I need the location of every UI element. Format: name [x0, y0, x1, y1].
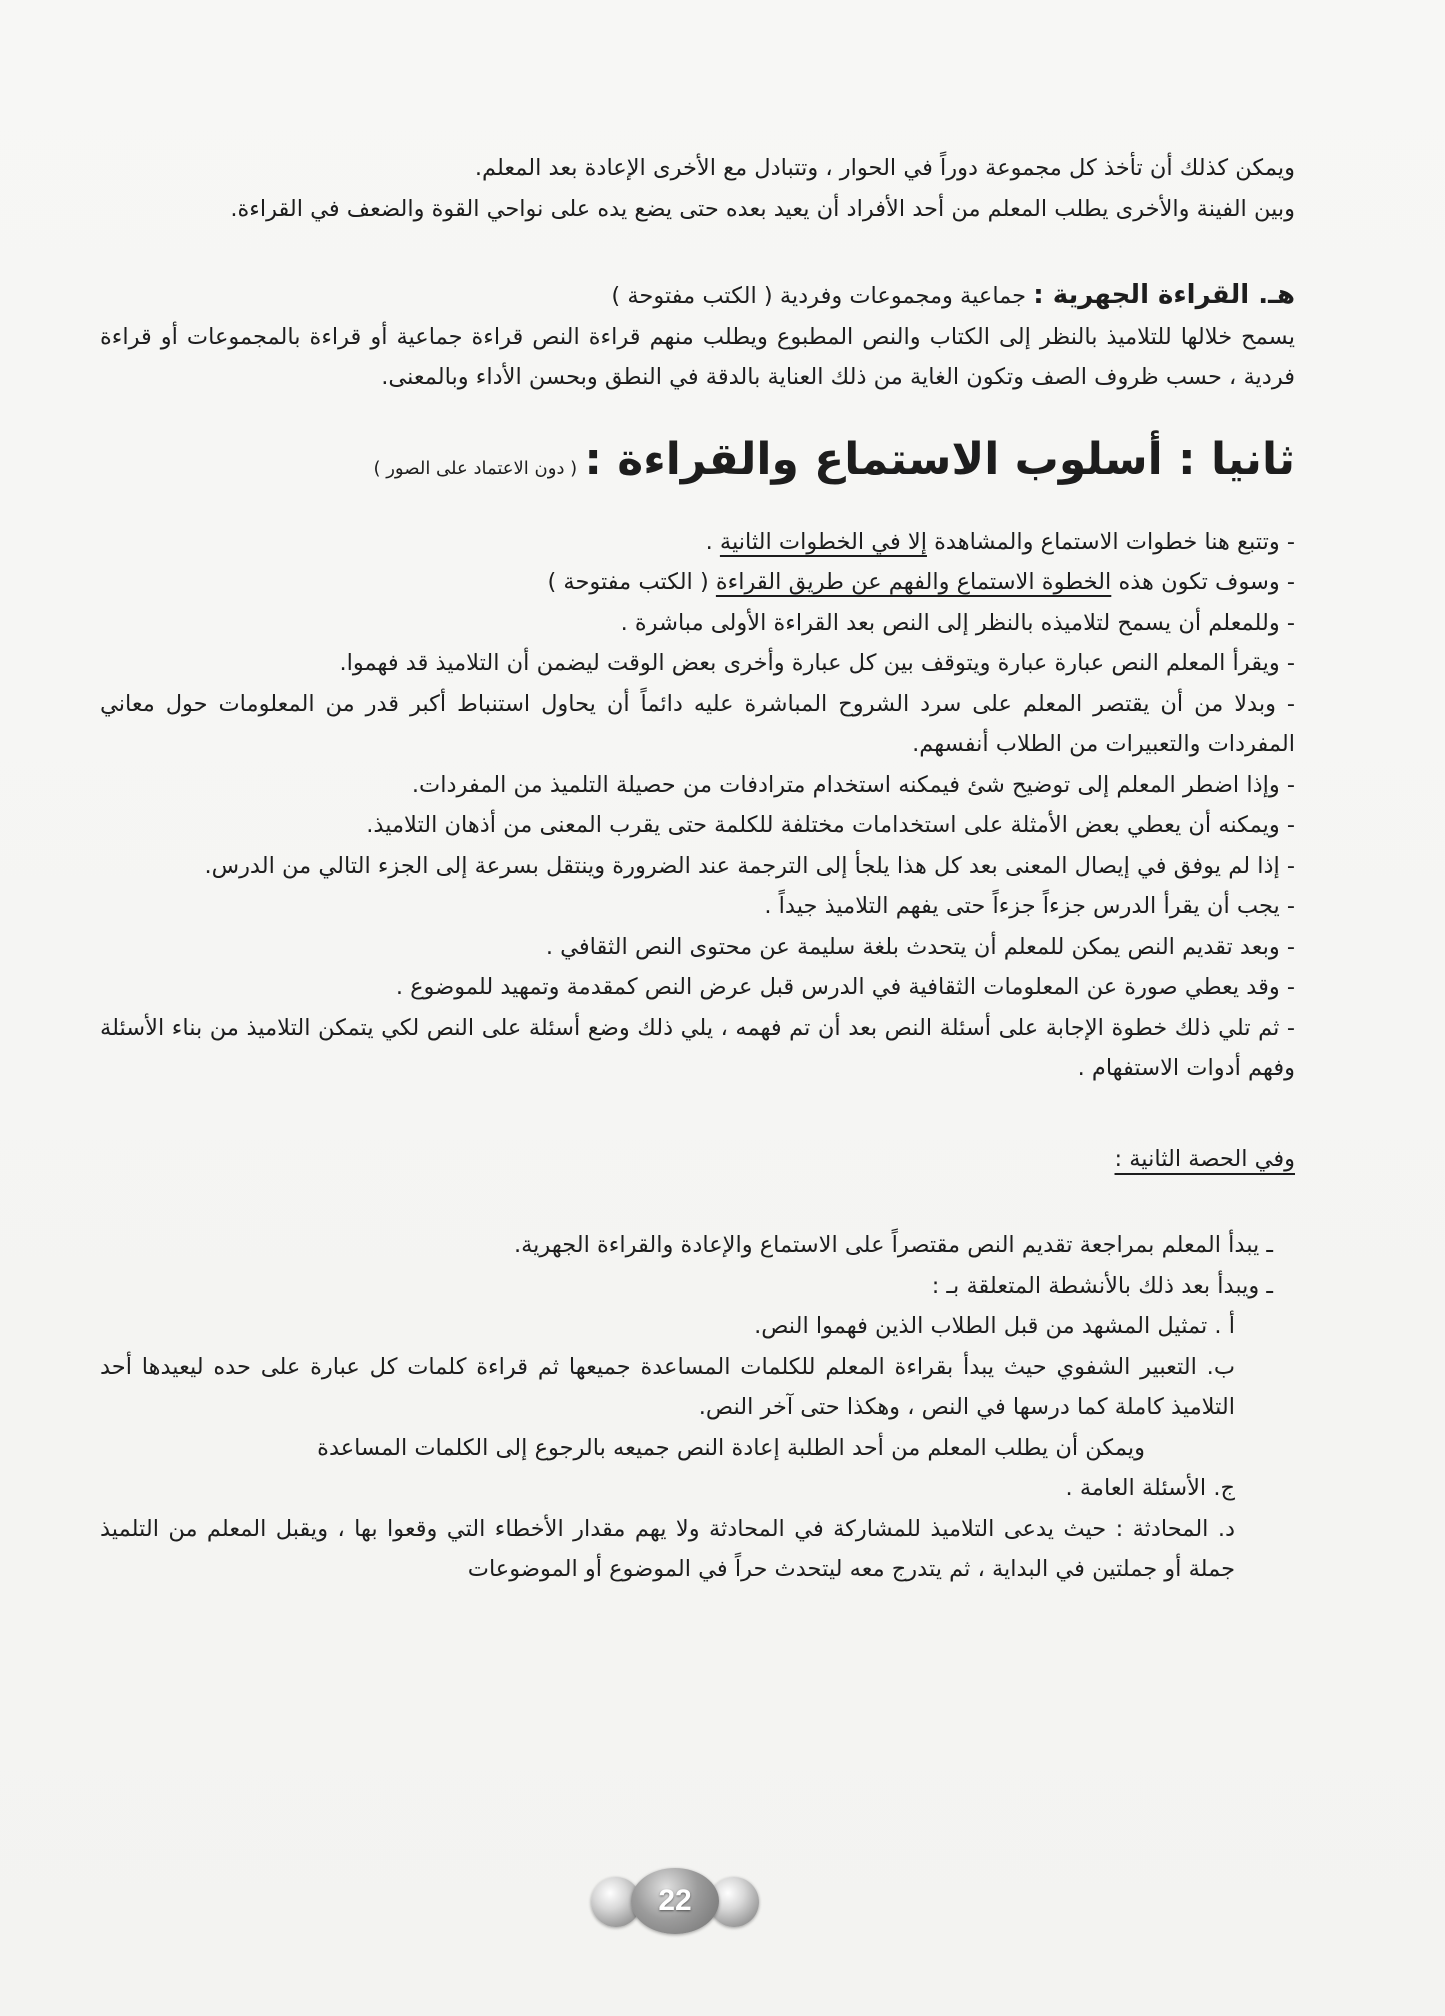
list-item: - وبعد تقديم النص يمكن للمعلم أن يتحدث بلغة سليمة عن محتوى النص الثقافي . [545, 933, 1295, 960]
spacer [100, 492, 1295, 522]
list-item: - إذا لم يوفق في إيصال المعنى بعد كل هذا يلجأ إلى الترجمة عند الضرورة وينتقل بسرعة إلى الجزء التالي من الدرس. [204, 852, 1295, 879]
second-period-item-b2: ويمكن أن يطلب المعلم من أحد الطلبة إعادة النص جميعه بالرجوع إلى الكلمات المساعدة [317, 1434, 1145, 1461]
second-period-item-c: ج. الأسئلة العامة . [1065, 1475, 1235, 1501]
intro-line-2: وبين الفينة والأخرى يطلب المعلم من أحد الأفراد أن يعيد بعده حتى يضع يده على نواحي القوة والضعف في القراءة. [230, 195, 1295, 222]
second-period-line-2: ـ ويبدأ بعد ذلك بالأنشطة المتعلقة بـ : [931, 1272, 1273, 1299]
page-number-badge [585, 1865, 765, 1935]
page-number: 22 [658, 1884, 692, 1917]
list-item: - ويقرأ المعلم النص عبارة عبارة ويتوقف بين كل عبارة وأخرى بعض الوقت ليضمن أن التلاميذ قد فهموا. [339, 650, 1295, 676]
intro-line-1: ويمكن كذلك أن تأخذ كل مجموعة دوراً في الحوار ، وتتبادل مع الأخرى الإعادة بعد المعلم. [474, 155, 1295, 181]
section-h-subtitle: جماعية ومجموعات وفردية ( الكتب مفتوحة ) [611, 283, 1027, 309]
second-period-item-a: أ . تمثيل المشهد من قبل الطلاب الذين فهموا النص. [754, 1313, 1235, 1339]
list-item: - وتتبع هنا خطوات الاستماع والمشاهدة إلا في الخطوات الثانية . [705, 528, 1295, 555]
section-h-heading [100, 275, 1295, 317]
section-2-list [100, 522, 1295, 1089]
spacer [100, 398, 1295, 428]
list-item: - وإذا اضطر المعلم إلى توضيح شئ فيمكنه استخدام مترادفات من حصيلة التلميذ من المفردات. [411, 771, 1295, 798]
section-2-title: ثانيا : أسلوب الاستماع والقراءة : [584, 433, 1295, 485]
section-2-note: ( دون الاعتماد على الصور ) [373, 457, 578, 479]
page-number-ball [631, 1868, 719, 1934]
second-period-title: وفي الحصة الثانية : [1114, 1145, 1295, 1172]
section-h-body: يسمح خلالها للتلاميذ بالنظر إلى الكتاب والنص المطبوع ويطلب منهم قراءة النص قراءة جماعية أو قراءة بالمجموعات أو قراءة فردية ، حسب ظروف الصف وتكون الغاية من ذلك العناية بالدقة في النطق وبحسن الأداء وبالمعنى. [100, 323, 1295, 390]
second-period-line-1: ـ يبدأ المعلم بمراجعة تقديم النص مقتصراً على الاستماع والإعادة والقراءة الجهرية. [513, 1232, 1273, 1258]
section-h-label: هـ. القراءة الجهرية : [1033, 280, 1295, 310]
list-item: - وللمعلم أن يسمح لتلاميذه بالنظر إلى النص بعد القراءة الأولى مباشرة . [620, 609, 1295, 636]
list-item: - ثم تلي ذلك خطوة الإجابة على أسئلة النص بعد أن تم فهمه ، يلي ذلك وضع أسئلة على النص لكي يتمكن التلاميذ من بناء الأسئلة وفهم أدوات الاستفهام . [100, 1014, 1295, 1081]
list-item: - وقد يعطي صورة عن المعلومات الثقافية في الدرس قبل عرض النص كمقدمة وتمهيد للموضوع . [395, 974, 1295, 1000]
second-period-item-d: د. المحادثة : حيث يدعى التلاميذ للمشاركة في المحادثة ولا يهم مقدار الأخطاء التي وقعوا بها ، ويقبل المعلم من التلميذ جملة أو جملتين في البداية ، ثم يتدرج معه ليتحدث حراً في الموضوع أو الموضوعات [100, 1515, 1235, 1582]
page-content [100, 148, 1295, 1590]
second-period-item-b: ب. التعبير الشفوي حيث يبدأ بقراءة المعلم للكلمات المساعدة جميعها ثم قراءة كلمات كل عبارة على حده ليعيدها أحد التلاميذ كاملة كما درسها في النص ، وهكذا حتى آخر النص. [100, 1353, 1235, 1420]
spacer [100, 229, 1295, 275]
spacer [100, 1179, 1295, 1225]
list-item: - وبدلا من أن يقتصر المعلم على سرد الشروح المباشرة عليه دائماً أن يحاول استنباط أكبر قدر من المعلومات حول معاني المفردات والتعبيرات من الطلاب أنفسهم. [100, 690, 1295, 757]
list-item: - ويمكنه أن يعطي بعض الأمثلة على استخدامات مختلفة للكلمة حتى يقرب المعنى من أذهان التلاميذ. [366, 812, 1295, 838]
spacer [100, 1089, 1295, 1139]
list-item: - يجب أن يقرأ الدرس جزءاً جزءاً حتى يفهم التلاميذ جيداً . [764, 893, 1295, 919]
section-2-heading [100, 428, 1295, 492]
list-item: - وسوف تكون هذه الخطوة الاستماع والفهم عن طريق القراءة ( الكتب مفتوحة ) [547, 569, 1295, 595]
